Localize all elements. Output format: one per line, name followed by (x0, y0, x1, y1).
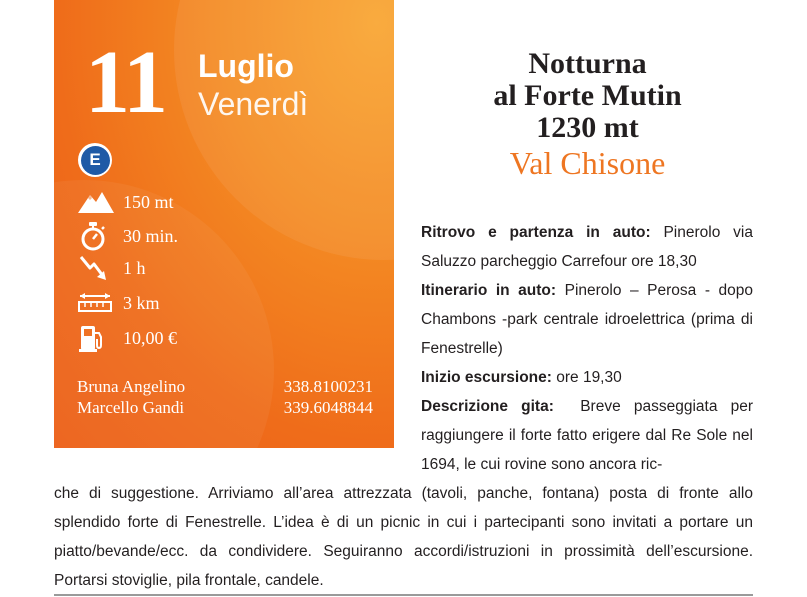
event-weekday: Venerdì (198, 86, 309, 122)
stat-descent (78, 253, 146, 283)
descrizione-text-part2: che di suggestione. Arriviamo all’area attrezzata (tavoli, panche, fontana) posta di fronte allo splendido forte di Fenestrelle. L’idea è di un picnic in cui i partecipanti sono invitati a portare un piatto/bevande/ecc. da condividere. Seguiranno accordi/istruzioni in prossimità dell’escursione. Portarsi stoviglie, pila frontale, candele. (54, 485, 753, 589)
event-title-line-1: Notturna (528, 47, 647, 80)
itinerario-label: Itinerario in auto: (421, 282, 557, 299)
inizio-text: ore 19,30 (556, 369, 622, 386)
inizio-paragraph (421, 363, 753, 392)
descrizione-label: Descrizione gita: (421, 398, 554, 415)
stat-descent-value: 1 h (123, 257, 146, 278)
description-continued (54, 479, 753, 595)
event-title-line-3: 1230 mt (536, 111, 639, 144)
stat-elevation-value: 150 mt (123, 191, 174, 212)
stat-duration-value: 30 min. (123, 225, 179, 246)
event-day: 11 (85, 33, 167, 132)
descent-arrow-icon (78, 253, 114, 283)
itinerario-paragraph (421, 276, 753, 363)
mountain-icon (78, 187, 114, 217)
contact-phone: 339.6048844 (283, 398, 373, 417)
contact-phone: 338.8100231 (283, 377, 373, 396)
itinerario-text: Pinerolo – Perosa - dopo Chambons -park centrale idroelettrica (prima di Fenestrelle) (421, 282, 754, 357)
ritrovo-label: Ritrovo e partenza in auto: (421, 224, 651, 241)
stat-cost-value: 10,00 € (123, 327, 177, 348)
ritrovo-text: Pinerolo via Saluzzo parcheggio Carrefour ore 18,30 (421, 224, 753, 270)
event-title-line-2: al Forte Mutin (493, 79, 682, 112)
ritrovo-paragraph (421, 218, 753, 276)
contacts-list (77, 376, 373, 418)
event-info-panel (54, 0, 394, 448)
stat-cost (78, 323, 177, 353)
event-details (421, 218, 753, 479)
difficulty-level: E (81, 146, 110, 175)
bottom-divider (54, 594, 753, 596)
event-month: Luglio (198, 48, 294, 84)
stat-distance-value: 3 km (123, 292, 160, 313)
contact-row (77, 397, 373, 418)
event-location: Val Chisone (509, 145, 666, 181)
distance-ruler-icon (78, 288, 114, 318)
difficulty-badge (78, 143, 112, 177)
contact-name: Marcello Gandi (77, 398, 185, 417)
contact-name: Bruna Angelino (77, 377, 186, 396)
contact-row (77, 376, 373, 397)
descrizione-text-part1: Breve passeggiata per raggiungere il forte fatto erigere dal Re Sole nel 1694, le cui rovine sono ancora ric- (421, 398, 753, 473)
stopwatch-icon (78, 221, 114, 251)
stat-elevation (78, 187, 174, 217)
descrizione-paragraph (421, 392, 753, 479)
stat-duration (78, 221, 178, 251)
stat-distance (78, 288, 160, 318)
inizio-label: Inizio escursione: (421, 369, 552, 386)
event-title-block (420, 48, 755, 182)
fuel-pump-icon (78, 323, 114, 353)
